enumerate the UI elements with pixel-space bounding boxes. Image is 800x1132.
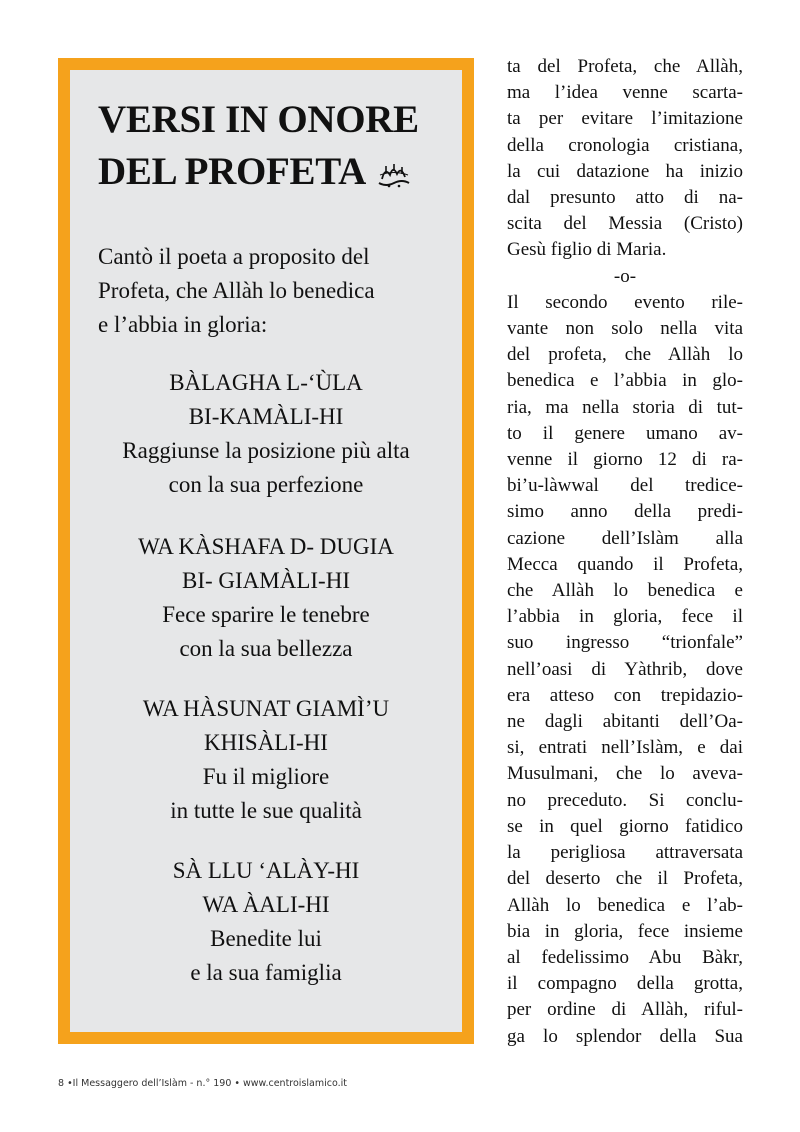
column-line: to il genere umano av- <box>507 422 743 444</box>
stanza-line: WA HÀSUNAT GIAMÌ’U <box>142 696 390 721</box>
stanza-line: BÀLAGHA L-‘ÙLA <box>169 370 363 395</box>
stanza-line: BI-KAMÀLI-HI <box>188 404 344 429</box>
article-column <box>507 54 743 1050</box>
column-line: suo ingresso “trionfale” <box>507 632 743 654</box>
column-line: del profeta, che Allàh lo <box>507 344 743 366</box>
intro-line: Profeta, che Allàh lo benedica <box>98 278 375 303</box>
column-line: ma l’idea venne scarta- <box>507 82 743 104</box>
column-line: Musulmani, che lo aveva- <box>507 763 743 785</box>
column-line: dal presunto atto di na- <box>507 187 743 209</box>
column-line: la perigliosa attraversata <box>507 842 743 864</box>
column-line: Allàh lo benedica e l’ab- <box>507 894 743 916</box>
poem-title-line-1: VERSI IN ONORE <box>98 98 419 141</box>
column-line: l’abbia in gloria, fece il <box>507 606 743 628</box>
stanza-2 <box>70 530 462 666</box>
column-line: della cronologia cristiana, <box>507 134 743 156</box>
column-line: che Allàh lo benedica e <box>507 580 743 602</box>
column-line: bia in gloria, fece insieme <box>507 920 743 942</box>
stanza-line: BI- GIAMÀLI-HI <box>182 568 350 593</box>
stanza-line: WA ÀALI-HI <box>202 892 330 917</box>
stanza-line: in tutte le sue qualità <box>170 798 362 823</box>
column-line: ta per evitare l’imitazione <box>507 108 743 130</box>
column-line: no preceduto. Si conclu- <box>507 789 743 811</box>
column-line: bi’u-làwwal del tredice- <box>507 475 743 497</box>
column-line: la cui datazione ha inizio <box>507 160 743 182</box>
column-line: -o- <box>613 265 637 287</box>
column-line: il compagno della grotta, <box>507 973 743 995</box>
column-line: si, entrati nell’Islàm, e dai <box>507 737 743 759</box>
stanza-line: Raggiunse la posizione più alta <box>122 438 410 463</box>
stanza-line: con la sua perfezione <box>168 472 364 497</box>
column-line: Il secondo evento rile- <box>507 291 743 313</box>
column-line: Mecca quando il Profeta, <box>507 553 743 575</box>
stanza-line: KHISÀLI-HI <box>204 730 328 755</box>
column-line: ria, ma nella storia di tut- <box>507 396 743 418</box>
column-line: del deserto che il Profeta, <box>507 868 743 890</box>
page-footer: 8 •Il Messaggero dell’Islàm - n.° 190 • www.centroislamico.it <box>58 1078 347 1089</box>
stanza-1 <box>70 366 462 502</box>
stanza-line: Fu il migliore <box>202 764 330 789</box>
column-line: nell’oasi di Yàthrib, dove <box>507 658 743 680</box>
column-line: ga lo splendor della Sua <box>507 1025 743 1047</box>
column-line: simo anno della predi- <box>507 501 743 523</box>
stanza-4 <box>70 854 462 990</box>
column-line: ne dagli abitanti dell’Oa- <box>507 711 743 733</box>
stanza-line: Benedite lui <box>210 926 322 951</box>
stanza-line: e la sua famiglia <box>190 960 342 985</box>
column-line: se in quel giorno fatidico <box>507 815 743 837</box>
stanza-line: Fece sparire le tenebre <box>162 602 370 627</box>
column-line: benedica e l’abbia in glo- <box>507 370 743 392</box>
column-line: cazione dell’Islàm alla <box>507 527 743 549</box>
stanza-line: WA KÀSHAFA D- DUGIA <box>138 534 394 559</box>
stanza-3 <box>70 692 462 828</box>
column-line: scita del Messia (Cristo) <box>507 213 743 235</box>
stanza-line: con la sua bellezza <box>179 636 353 661</box>
salawat-calligraphy-icon <box>376 161 412 189</box>
poem-box <box>58 58 474 1044</box>
column-line: ta del Profeta, che Allàh, <box>507 56 743 77</box>
poem-title-line-2-wrap <box>98 146 468 198</box>
stanza-line: SÀ LLU ‘ALÀY-HI <box>172 858 360 883</box>
intro-line: e l’abbia in gloria: <box>98 312 268 337</box>
poem-title-line-2: DEL PROFETA <box>98 150 366 193</box>
column-line: era atteso con trepidazio- <box>507 684 743 706</box>
column-line: Gesù figlio di Maria. <box>507 239 667 261</box>
poem-intro <box>98 240 438 342</box>
intro-line: Cantò il poeta a proposito del <box>98 244 370 269</box>
column-line: al fedelissimo Abu Bàkr, <box>507 946 743 968</box>
column-line: venne il giorno 12 di ra- <box>507 449 743 471</box>
poem-title <box>98 94 468 198</box>
column-line: vante non solo nella vita <box>507 318 743 340</box>
column-line: per ordine di Allàh, riful- <box>507 999 743 1021</box>
